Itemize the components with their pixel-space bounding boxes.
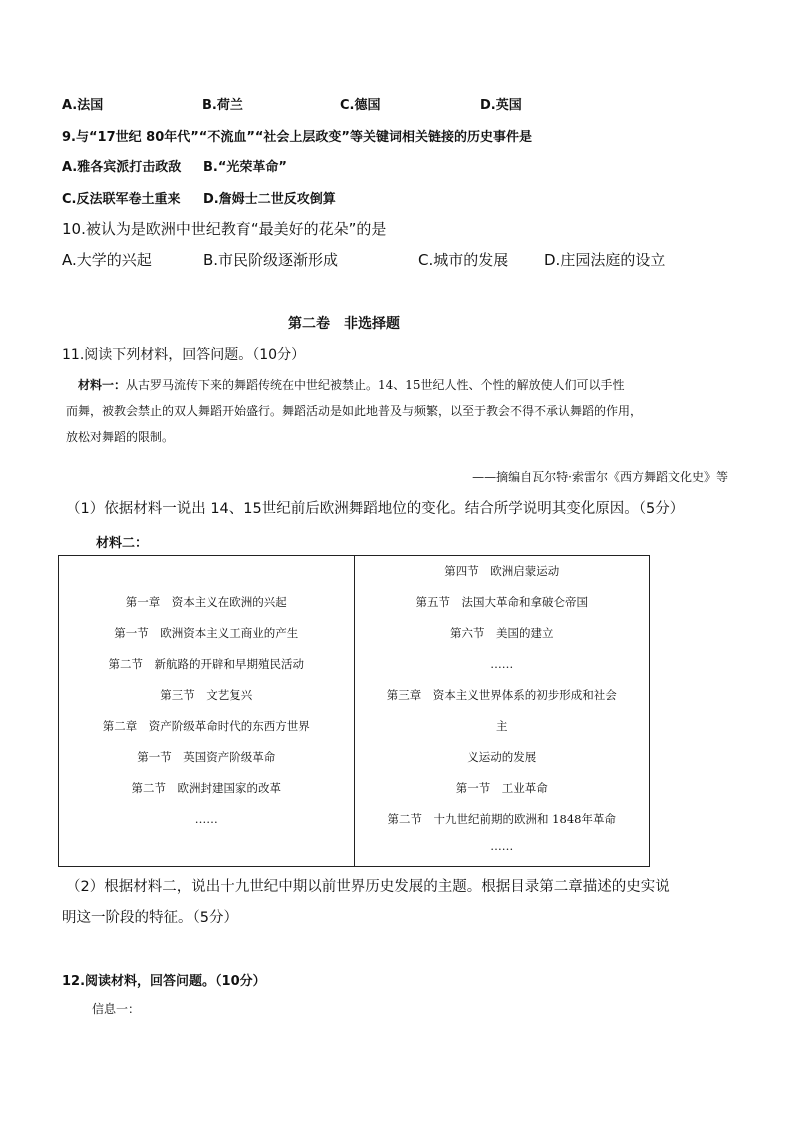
- material2-label: 材料二：: [96, 536, 149, 551]
- q10-option-a: A.大学的兴起: [62, 251, 152, 269]
- q9-option-a: A.雅各宾派打击政敌: [62, 160, 182, 175]
- q11-stem: 11.阅读下列材料，回答问题。（10分）: [62, 347, 306, 363]
- toc-left-column: [59, 556, 355, 867]
- material1-line-2: 而舞，被教会禁止的双人舞蹈开始盛行。舞蹈活动是如此地普及与频繁，以至于教会不得不承认舞蹈的作用，: [66, 404, 643, 418]
- toc-right-line: 第五节 法国大革命和拿破仑帝国: [415, 595, 588, 609]
- q10-option-d: D.庄园法庭的设立: [544, 251, 666, 269]
- material1-line-3: 放松对舞蹈的限制。: [66, 430, 175, 444]
- q11-sub2-line1: （2）根据材料二，说出十九世纪中期以前世界历史发展的主题。根据目录第二章描述的史实说: [66, 879, 670, 895]
- q10-stem: 10.被认为是欧洲中世纪教育“最美好的花朵”的是: [62, 220, 387, 238]
- q9-option-c: C.反法联军卷土重来: [62, 192, 181, 207]
- material1-source: ——摘编自瓦尔特·索雷尔《西方舞蹈文化史》等: [472, 470, 728, 484]
- q10-option-b: B.市民阶级逐渐形成: [203, 251, 339, 269]
- q12-stem: 12.阅读材料，回答问题。（10分）: [62, 974, 266, 989]
- q9-stem: 9.与“17世纪 80年代”“不流血”“社会上层政变”等关键词相关链接的历史事件是: [62, 130, 532, 145]
- material1: [66, 372, 730, 450]
- material1-line-1: 从古罗马流传下来的舞蹈传统在中世纪被禁止。14、15世纪人性、个性的解放使人们可以手性: [126, 378, 625, 392]
- toc-left-line: 第一章 资本主义在欧洲的兴起: [125, 595, 287, 609]
- material1-label: 材料一：: [78, 378, 127, 392]
- toc-left-line: 第一节 英国资产阶级革命: [137, 750, 276, 764]
- toc-table: [58, 555, 650, 867]
- toc-right-line: 第三章 资本主义世界体系的初步形成和社会: [386, 688, 617, 702]
- section-title: 第二卷 非选择题: [288, 316, 400, 332]
- q9-option-d: D.詹姆士二世反攻倒算: [203, 192, 336, 207]
- q8-option-c: C.德国: [340, 98, 381, 113]
- toc-left-line: 第一节 欧洲资本主义工商业的产生: [114, 626, 299, 640]
- q12-info1-label: 信息一：: [92, 1002, 141, 1016]
- toc-right-line: ……: [490, 657, 514, 671]
- toc-right-line: 主: [496, 719, 508, 733]
- toc-right-line: 第一节 工业革命: [455, 781, 548, 795]
- q8-option-b: B.荷兰: [202, 98, 243, 113]
- toc-right-line: 第二节 十九世纪前期的欧洲和 1848年革命: [387, 812, 616, 826]
- toc-left-line: 第三节 文艺复兴: [160, 688, 253, 702]
- q8-option-d: D.英国: [480, 98, 522, 113]
- q11-sub1: （1）依据材料一说出 14、15世纪前后欧洲舞蹈地位的变化。结合所学说明其变化原因。（5分）: [66, 501, 685, 517]
- q10-option-c: C.城市的发展: [418, 251, 509, 269]
- q11-sub2-line2: 明这一阶段的特征。（5分）: [62, 910, 238, 926]
- toc-left-line: 第二节 欧洲封建国家的改革: [131, 781, 281, 795]
- toc-right-column: [354, 556, 650, 867]
- toc-right-line: ……: [490, 839, 514, 853]
- q8-option-a: A.法国: [62, 98, 104, 113]
- toc-left-line: ……: [194, 812, 218, 826]
- toc-right-line: 义运动的发展: [467, 750, 537, 764]
- toc-left-line: 第二节 新航路的开辟和早期殖民活动: [108, 657, 304, 671]
- q9-option-b: B.“光荣革命”: [203, 160, 287, 175]
- toc-right-line: 第四节 欧洲启蒙运动: [444, 564, 560, 578]
- toc-left-line: 第二章 资产阶级革命时代的东西方世界: [102, 719, 310, 733]
- toc-right-line: 第六节 美国的建立: [450, 626, 554, 640]
